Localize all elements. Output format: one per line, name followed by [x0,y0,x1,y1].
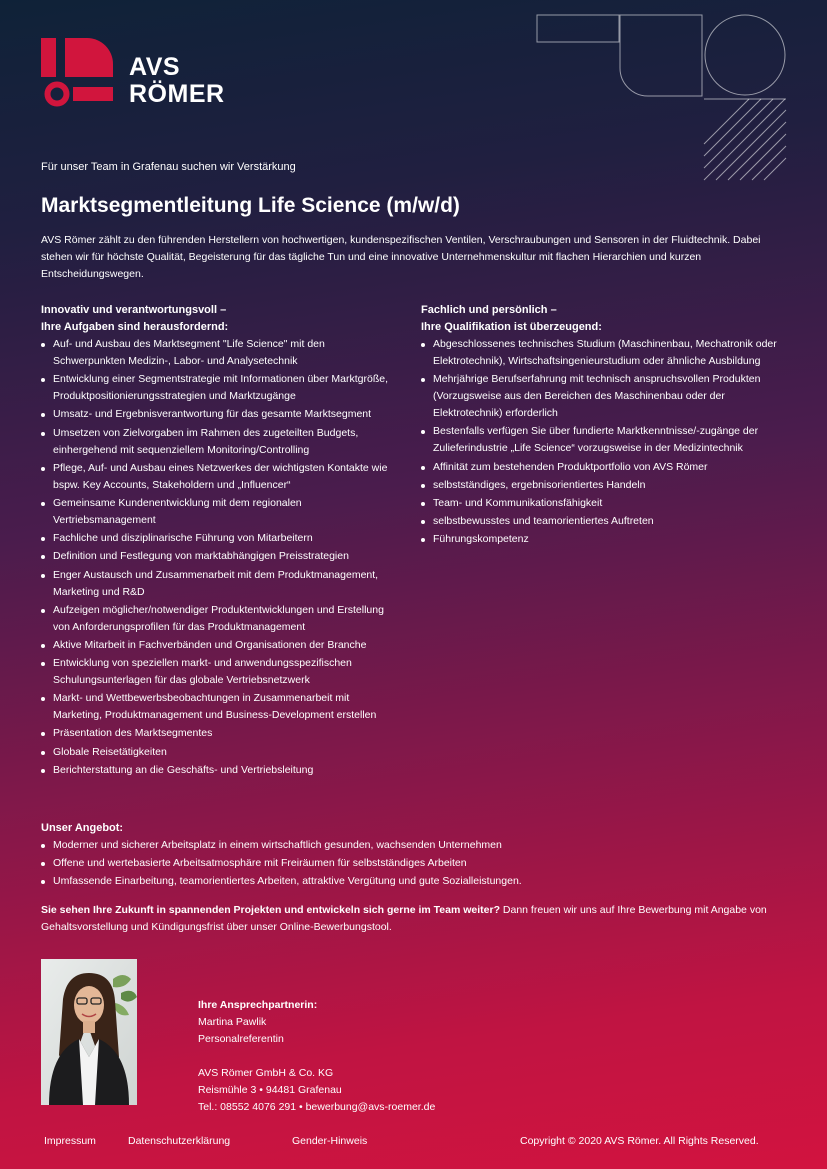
list-item: Aufzeigen möglicher/notwendiger Produktentwicklungen und Erstellung von Anforderungsprofilen für das Produktmanagement [41,602,396,636]
call-to-action [41,902,786,936]
contact-name: Martina Pawlik [198,1016,267,1028]
list-item: Abgeschlossenes technisches Studium (Maschinenbau, Mechatronik oder Elektrotechnik), Wirtschaftsingenieurstudium oder ähnliche Ausbildung [421,336,781,370]
list-item: Auf- und Ausbau des Marktsegment "Life Science" mit den Schwerpunkten Medizin-, Labor- und Analysetechnik [41,336,396,370]
list-item: selbstständiges, ergebnisorientiertes Handeln [421,477,781,494]
brand-line-1: AVS [129,53,181,81]
list-item: Globale Reisetätigkeiten [41,744,396,761]
list-item: Definition und Festlegung von marktabhängigen Preisstrategien [41,548,396,565]
qualifications-heading-2: Ihre Qualifikation ist überzeugend: [421,321,602,333]
tasks-heading-1: Innovativ und verantwortungsvoll – [41,304,227,316]
list-item: Markt- und Wettbewerbsbeobachtungen in Zusammenarbeit mit Marketing, Produktmanagement und Business-Development erstellen [41,690,396,724]
decorative-shapes [536,14,788,182]
avs-roemer-logo-icon [41,38,113,108]
cta-bold-text: Sie sehen Ihre Zukunft in spannenden Projekten und entwickeln sich gerne im Team weiter? [41,904,500,916]
list-item: Umfassende Einarbeitung, teamorientiertes Arbeiten, attraktive Vergütung und gute Sozialleistungen. [41,873,801,890]
list-item: Affinität zum bestehenden Produktportfolio von AVS Römer [421,459,781,476]
list-item: Pflege, Auf- und Ausbau eines Netzwerkes der wichtigsten Kontakte wie bspw. Key Accounts, Stakeholdern und „Influencer“ [41,460,396,494]
tasks-section [41,302,396,780]
offer-list [41,837,801,890]
list-item: Mehrjährige Berufserfahrung mit technisch anspruchsvollen Produkten (Vorzugsweise aus den Bereichen des Maschinenbau oder der Elektrotechnik) erforderlich [421,371,781,422]
list-item: Berichterstattung an die Geschäfts- und Vertriebsleitung [41,762,396,779]
footer-link-impressum[interactable]: Impressum [44,1135,96,1147]
intro-line: Für unser Team in Grafenau suchen wir Verstärkung [41,161,296,173]
page-title: Marktsegmentleitung Life Science (m/w/d) [41,194,460,217]
qualifications-heading-1: Fachlich und persönlich – [421,304,557,316]
list-item: Entwicklung einer Segmentstrategie mit Informationen über Marktgröße, Produktpositionierungsstrategien und Marktzugänge [41,371,396,405]
footer-link-gender[interactable]: Gender-Hinweis [292,1135,368,1147]
list-item: Umsetzen von Zielvorgaben im Rahmen des zugeteilten Budgets, einhergehend mit sequenziellem Monitoring/Controlling [41,425,396,459]
tasks-heading-2: Ihre Aufgaben sind herausfordernd: [41,321,229,333]
contact-heading: Ihre Ansprechpartnerin: [198,999,318,1011]
contact-phone-email[interactable]: Tel.: 08552 4076 291 • bewerbung@avs-roemer.de [198,1101,436,1113]
company-name: AVS Römer GmbH & Co. KG [198,1067,334,1079]
cta-text: Dann freuen wir uns auf Ihre Bewerbung mit Angabe von Gehaltsvorstellung und Kündigungsfrist über unser Online-Bewerbungstool. [41,904,767,933]
list-item: Entwicklung von speziellen markt- und anwendungsspezifischen Schulungsunterlagen für das globale Vertriebsnetzwerk [41,655,396,689]
contact-role: Personalreferentin [198,1033,284,1045]
brand-line-2: RÖMER [129,80,225,108]
list-item: Führungskompetenz [421,531,781,548]
list-item: Offene und wertebasierte Arbeitsatmosphäre mit Freiräumen für selbstständiges Arbeiten [41,855,801,872]
footer-link-datenschutz[interactable]: Datenschutzerklärung [128,1135,231,1147]
intro-text: AVS Römer zählt zu den führenden Herstellern von hochwertigen, kundenspezifischen Ventilen, Verschraubungen und Sensoren in der Fluidtechnik. Dabei stehen wir für höchste Qualität, Begeisterung für das tägliche Tun und eine innovative Unternehmenskultur mit flachen Hierarchien und kurzen Entscheidungswegen. [41,234,761,280]
offer-heading: Unser Angebot: [41,822,124,834]
company-address: Reismühle 3 • 94481 Grafenau [198,1084,342,1096]
qualifications-list [421,336,781,548]
qualifications-section [421,302,781,550]
list-item: Gemeinsame Kundenentwicklung mit dem regionalen Vertriebsmanagement [41,495,396,529]
list-item: Fachliche und disziplinarische Führung von Mitarbeitern [41,530,396,547]
list-item: Enger Austausch und Zusammenarbeit mit dem Produktmanagement, Marketing und R&D [41,567,396,601]
contact-photo [41,959,137,1105]
list-item: Bestenfalls verfügen Sie über fundierte Marktkenntnisse/-zugänge der Zulieferindustrie „Life Science“ vorzugsweise in der Medizintechnik [421,423,781,457]
list-item: Aktive Mitarbeit in Fachverbänden und Organisationen der Branche [41,637,396,654]
tasks-list [41,336,396,779]
offer-section [41,820,801,892]
list-item: Umsatz- und Ergebnisverantwortung für das gesamte Marktsegment [41,406,396,423]
list-item: Team- und Kommunikationsfähigkeit [421,495,781,512]
contact-block [198,997,435,1116]
list-item: selbstbewusstes und teamorientiertes Auftreten [421,513,781,530]
list-item: Präsentation des Marktsegmentes [41,725,396,742]
brand-name [129,54,225,108]
list-item: Moderner und sicherer Arbeitsplatz in einem wirtschaftlich gesunden, wachsenden Unternehmen [41,837,801,854]
copyright: Copyright © 2020 AVS Römer. All Rights Reserved. [520,1135,759,1147]
